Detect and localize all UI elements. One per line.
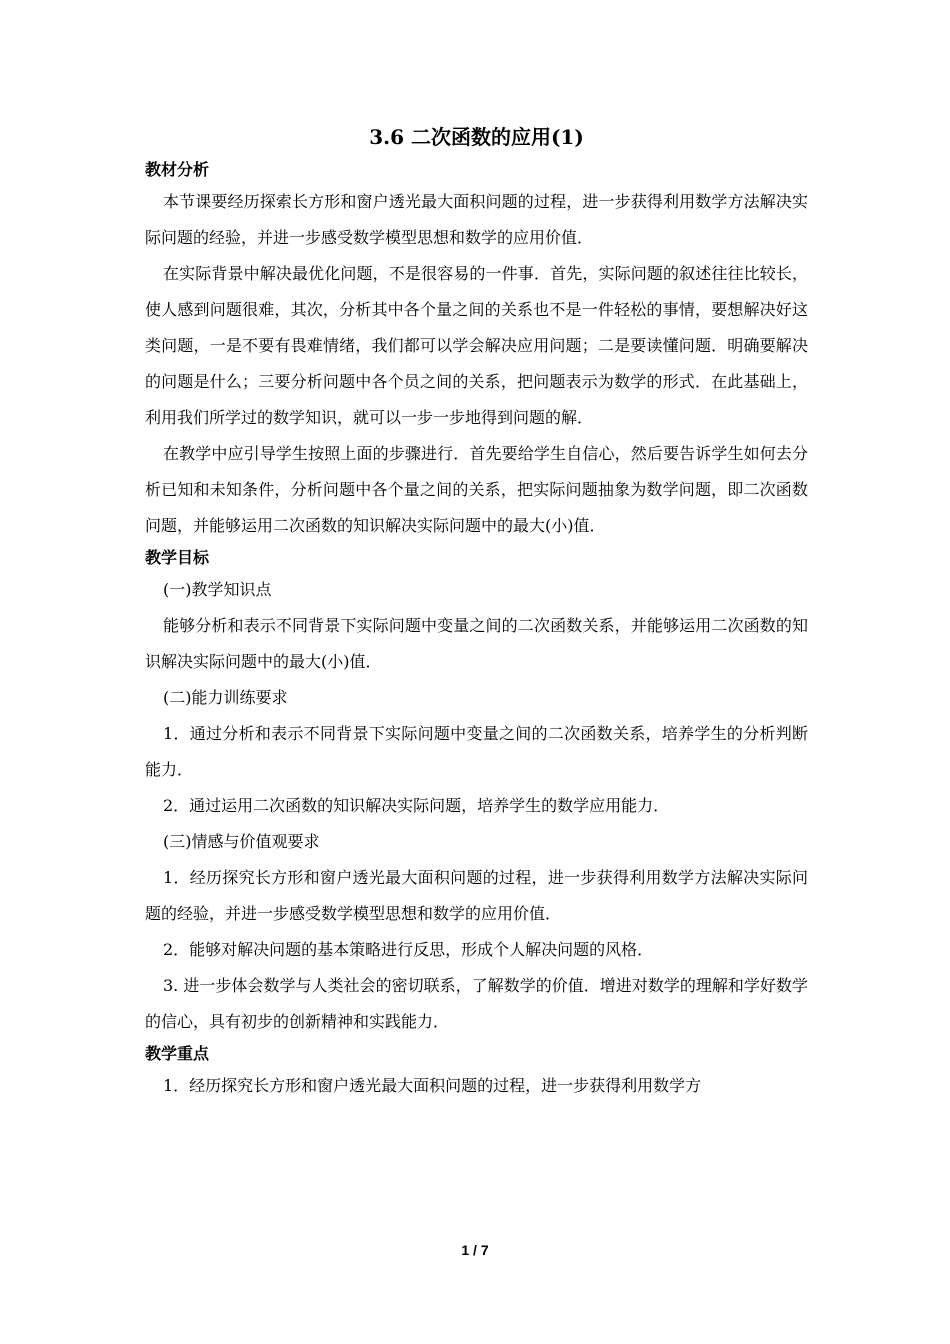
ability-item-1: 1．通过分析和表示不同背景下实际问题中变量之间的二次函数关系，培养学生的分析判断能力． <box>145 724 808 779</box>
key-point-item-1: 1．经历探究长方形和窗户透光最大面积问题的过程，进一步获得利用数学方 <box>163 1076 702 1095</box>
document-content <box>145 118 808 1104</box>
emotion-item-1: 1．经历探究长方形和窗户透光最大面积问题的过程，进一步获得利用数学方法解决实际问题的经验，并进一步感受数学模型思想和数学的应用价值． <box>145 868 808 923</box>
emotion-subheading: (三)情感与价值观要求 <box>163 832 320 851</box>
page-number: 1 / 7 <box>461 1242 489 1258</box>
analysis-paragraph-3: 在教学中应引导学生按照上面的步骤进行．首先要给学生自信心，然后要告诉学生如何去分析已知和未知条件，分析问题中各个量之间的关系，把实际问题抽象为数学问题，即二次函数问题，并能够运用二次函数的知识解决实际问题中的最大(小)值． <box>145 444 808 535</box>
section-heading-goals: 教学目标 <box>145 548 210 567</box>
emotion-item-3: 3. 进一步体会数学与人类社会的密切联系，了解数学的价值．增进对数学的理解和学好数学的信心，具有初步的创新精神和实践能力． <box>145 976 808 1031</box>
section-heading-analysis: 教材分析 <box>145 160 210 179</box>
knowledge-text: 能够分析和表示不同背景下实际问题中变量之间的二次函数关系，并能够运用二次函数的知识解决实际问题中的最大(小)值． <box>145 616 808 671</box>
section-heading-key-points: 教学重点 <box>145 1044 210 1063</box>
knowledge-subheading: (一)教学知识点 <box>163 580 272 599</box>
emotion-item-2: 2．能够对解决问题的基本策略进行反思，形成个人解决问题的风格． <box>163 940 654 959</box>
analysis-paragraph-2: 在实际背景中解决最优化问题，不是很容易的一件事．首先，实际问题的叙述往往比较长，使人感到问题很难，其次，分析其中各个量之间的关系也不是一件轻松的事情，要想解决好这类问题，一是不要有畏难情绪，我们都可以学会解决应用问题；二是要读懂问题．明确要解决的问题是什么；三要分析问题中各个员之间的关系，把问题表示为数学的形式．在此基础上，利用我们所学过的数学知识，就可以一步一步地得到问题的解． <box>145 264 808 427</box>
ability-subheading: (二)能力训练要求 <box>163 688 288 707</box>
analysis-paragraph-1: 本节课要经历探索长方形和窗户透光最大面积问题的过程，进一步获得利用数学方法解决实际问题的经验，并进一步感受数学模型思想和数学的应用价值． <box>145 192 808 247</box>
ability-item-2: 2．通过运用二次函数的知识解决实际问题，培养学生的数学应用能力． <box>163 796 670 815</box>
page-title: 3.6 二次函数的应用(1) <box>369 125 584 149</box>
